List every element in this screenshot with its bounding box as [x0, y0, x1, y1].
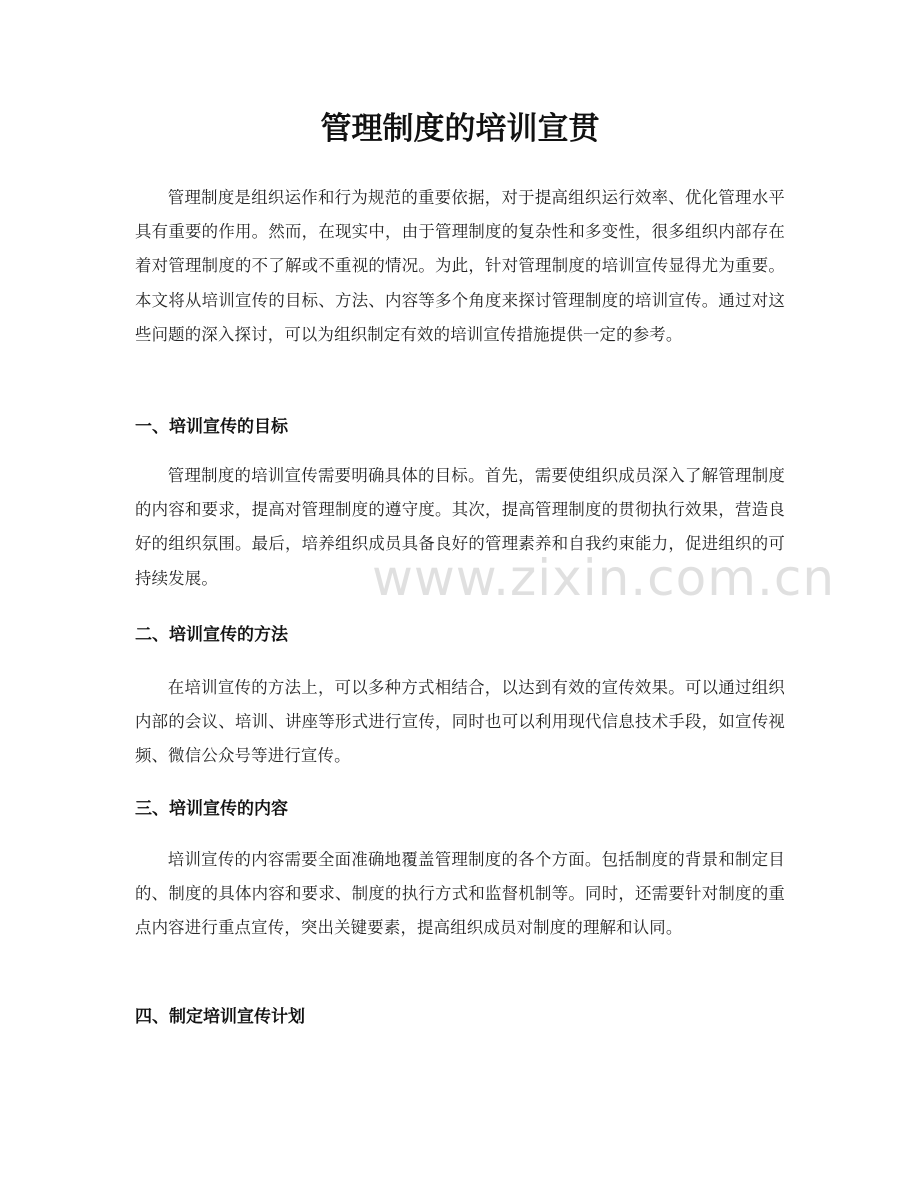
watermark: www.zixin.com.cn: [372, 549, 836, 607]
document-title: 管理制度的培训宣贯: [320, 111, 600, 147]
section-body-goals: 管理制度的培训宣传需要明确具体的目标。首先，需要使组织成员深入了解管理制度的内容和要求，提高对管理制度的遵守度。其次，提高管理制度的贯彻执行效果，营造良好的组织氛围。最后，培养组织成员具备良好的管理素养和自我约束能力，促进组织的可持续发展。: [135, 466, 785, 588]
section-heading-goals: 一、培训宣传的目标: [135, 417, 288, 437]
section-heading-methods: 二、培训宣传的方法: [135, 625, 288, 645]
section-heading-plan: 四、制定培训宣传计划: [135, 1007, 305, 1027]
section-body-methods: 在培训宣传的方法上，可以多种方式相结合，以达到有效的宣传效果。可以通过组织内部的会议、培训、讲座等形式进行宣传，同时也可以利用现代信息技术手段，如宣传视频、微信公众号等进行宣传。: [135, 678, 785, 766]
intro-paragraph: 管理制度是组织运作和行为规范的重要依据，对于提高组织运行效率、优化管理水平具有重要的作用。然而，在现实中，由于管理制度的复杂性和多变性，很多组织内部存在着对管理制度的不了解或不重视的情况。为此，针对管理制度的培训宣传显得尤为重要。本文将从培训宣传的目标、方法、内容等多个角度来探讨管理制度的培训宣传。通过对这些问题的深入探讨，可以为组织制定有效的培训宣传措施提供一定的参考。: [135, 188, 785, 344]
section-body-content: 培训宣传的内容需要全面准确地覆盖管理制度的各个方面。包括制度的背景和制定目的、制度的具体内容和要求、制度的执行方式和监督机制等。同时，还需要针对制度的重点内容进行重点宣传，突出关键要素，提高组织成员对制度的理解和认同。: [135, 850, 785, 938]
section-heading-content: 三、培训宣传的内容: [135, 799, 288, 819]
